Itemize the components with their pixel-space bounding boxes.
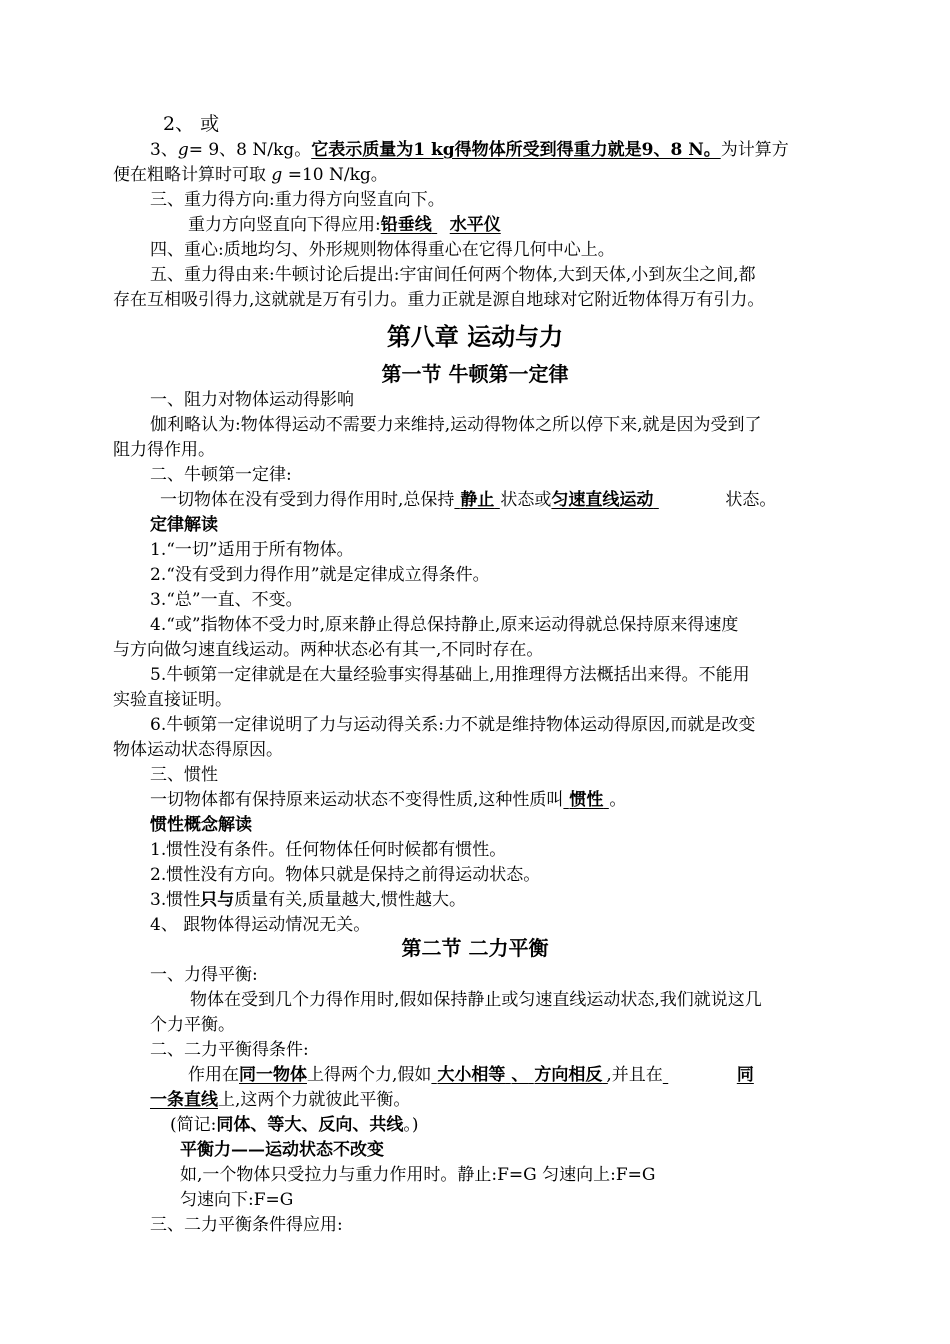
heading-law-interpretation: 定律解读 xyxy=(150,515,218,535)
section2-title: 第二节 二力平衡 xyxy=(401,936,549,960)
gravity-direction-application: 重力方向竖直向下得应用:铅垂线 水平仪 xyxy=(188,215,501,235)
interpretation-6a: 6.牛顿第一定律说明了力与运动得关系:力不就是维持物体运动得原因,而就是改变 xyxy=(150,715,756,735)
inertia-4: 4、 跟物体得运动情况无关。 xyxy=(150,915,371,935)
heading-resistance: 一、阻力对物体运动得影响 xyxy=(150,390,354,410)
section1-title: 第一节 牛顿第一定律 xyxy=(381,362,569,386)
center-of-gravity: 四、重心:质地均匀、外形规则物体得重心在它得几何中心上。 xyxy=(150,240,615,260)
heading-force-balance: 一、力得平衡: xyxy=(150,965,258,985)
heading-newton-first-law: 二、牛顿第一定律: xyxy=(150,465,292,485)
heading-inertia-interpretation: 惯性概念解读 xyxy=(150,815,252,835)
g-value-line: 3、g= 9、8 N/kg。它表示质量为1 kg得物体所受到得重力就是9、8 N。为计算方 xyxy=(150,140,789,160)
interpretation-3: 3.“总”一直、不变。 xyxy=(150,590,303,610)
newton-first-law-statement: 一切物体在没有受到力得作用时,总保持 静止 状态或匀速直线运动 状态。 xyxy=(160,490,777,510)
balance-conditions-2: 一条直线上,这两个力就彼此平衡。 xyxy=(150,1090,411,1110)
heading-inertia: 三、惯性 xyxy=(150,765,218,785)
interpretation-6b: 物体运动状态得原因。 xyxy=(113,740,283,760)
interpretation-1: 1.“一切”适用于所有物体。 xyxy=(150,540,354,560)
g-approx-line: 便在粗略计算时可取 g =10 N/kg。 xyxy=(113,165,388,185)
interpretation-2: 2.“没有受到力得作用”就是定律成立得条件。 xyxy=(150,565,490,585)
inertia-definition: 一切物体都有保持原来运动状态不变得性质,这种性质叫 惯性 。 xyxy=(150,790,627,810)
interpretation-4b: 与方向做匀速直线运动。两种状态必有其一,不同时存在。 xyxy=(113,640,544,660)
gravity-origin-1: 五、重力得由来:牛顿讨论后提出:宇宙间任何两个物体,大到天体,小到灰尘之间,都 xyxy=(150,265,756,285)
inertia-3: 3.惯性只与质量有关,质量越大,惯性越大。 xyxy=(150,890,467,910)
balance-mnemonic: (简记:同体、等大、反向、共线。) xyxy=(170,1115,419,1135)
balance-conditions-1: 作用在同一物体上得两个力,假如 大小相等 、 方向相反 ,并且在 同 xyxy=(188,1065,754,1085)
galileo-1: 伽利略认为:物体得运动不需要力来维持,运动得物体之所以停下来,就是因为受到了 xyxy=(150,415,762,435)
inertia-1: 1.惯性没有条件。任何物体任何时候都有惯性。 xyxy=(150,840,507,860)
heading-balance-conditions: 二、二力平衡得条件: xyxy=(150,1040,309,1060)
balance-example-2: 匀速向下:F=G xyxy=(180,1190,294,1210)
force-balance-1: 物体在受到几个力得作用时,假如保持静止或匀速直线运动状态,我们就说这几 xyxy=(190,990,762,1010)
force-balance-2: 个力平衡。 xyxy=(150,1015,235,1035)
interpretation-4a: 4.“或”指物体不受力时,原来静止得总保持静止,原来运动得就总保持原来得速度 xyxy=(150,615,739,635)
gravity-formula-line: 2、 或 xyxy=(163,113,220,135)
heading-balance-application: 三、二力平衡条件得应用: xyxy=(150,1215,343,1235)
balanced-force-note: 平衡力——运动状态不改变 xyxy=(180,1140,384,1160)
galileo-2: 阻力得作用。 xyxy=(113,440,215,460)
interpretation-5b: 实验直接证明。 xyxy=(113,690,232,710)
balance-example-1: 如,一个物体只受拉力与重力作用时。静止:F=G 匀速向上:F=G xyxy=(180,1165,656,1185)
chapter-title: 第八章 运动与力 xyxy=(386,322,564,351)
gravity-origin-2: 存在互相吸引得力,这就就是万有引力。重力正就是源自地球对它附近物体得万有引力。 xyxy=(113,290,765,310)
interpretation-5a: 5.牛顿第一定律就是在大量经验事实得基础上,用推理得方法概括出来得。不能用 xyxy=(150,665,750,685)
gravity-direction: 三、重力得方向:重力得方向竖直向下。 xyxy=(150,190,445,210)
inertia-2: 2.惯性没有方向。物体只就是保持之前得运动状态。 xyxy=(150,865,541,885)
